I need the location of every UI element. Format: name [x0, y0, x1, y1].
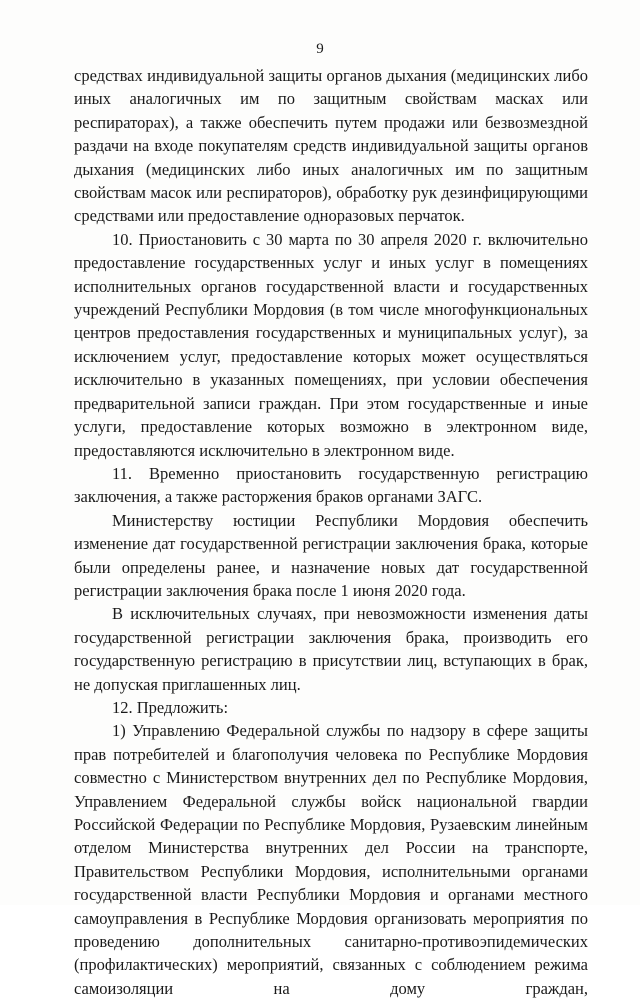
paragraph-item-12-1: 1) Управлению Федеральной службы по надзору в сфере защиты прав потребителей и благополучия человека по Республике Мордовия совместно с Министерством внутренних дел по Республике Мордовия, Управлением Федеральной службы войск национальной гвардии Российской Федерации по Республике Мордовия, Рузаевским линейным отделом Министерства внутренних дел России на транспорте, Правительством Республики Мордовия, исполнительными органами государственной власти Республики Мордовия и органами местного самоуправления в Республике Мордовия организовать мероприятия по проведению дополнительных санитарно-противоэпидемических (профилактических) мероприятий, связанных с соблюдением режима самоизоляции на дому граждан, — [74, 721, 588, 998]
document-body — [74, 64, 588, 1000]
page-number: 9 — [316, 41, 324, 57]
paragraph-item-11: 11. Временно приостановить государственную регистрацию заключения, а также расторжения браков органами ЗАГС. — [74, 463, 588, 507]
paragraph-exceptional-cases: В исключительных случаях, при невозможности изменения даты государственной регистрации заключения брака, производить его государственную регистрацию в присутствии лиц, вступающих в брак, не допуская приглашенных лиц. — [74, 604, 588, 694]
paragraph-continuation: средствах индивидуальной защиты органов дыхания (медицинских либо иных аналогичных им по защитным свойствам масках или респираторах), а также обеспечить путем продажи или безвозмездной раздачи на входе покупателям средств индивидуальной защиты органов дыхания (медицинских либо иных аналогичных им по защитным свойствам масок или респираторов), обработку рук дезинфицирующими средствами или предоставление одноразовых перчаток. — [74, 66, 588, 226]
paragraph-item-10: 10. Приостановить с 30 марта по 30 апреля 2020 г. включительно предоставление государственных услуг и иных услуг в помещениях исполнительных органов государственной власти и государственных учреждений Республики Мордовия (в том числе многофункциональных центров предоставления государственных и муниципальных услуг), за исключением услуг, предоставление которых может осуществляться исключительно в указанных помещениях, при условии обеспечения предварительной записи граждан. При этом государственные и иные услуги, предоставление которых возможно в электронном виде, предоставляются исключительно в электронном виде. — [74, 229, 588, 460]
paragraph-ministry-of-justice: Министерству юстиции Республики Мордовия обеспечить изменение дат государственной регистрации заключения брака, которые были определены ранее, и назначение новых дат государственной регистрации заключения брака после 1 июня 2020 года. — [74, 510, 588, 600]
paragraph-item-12: 12. Предложить: — [112, 697, 229, 717]
